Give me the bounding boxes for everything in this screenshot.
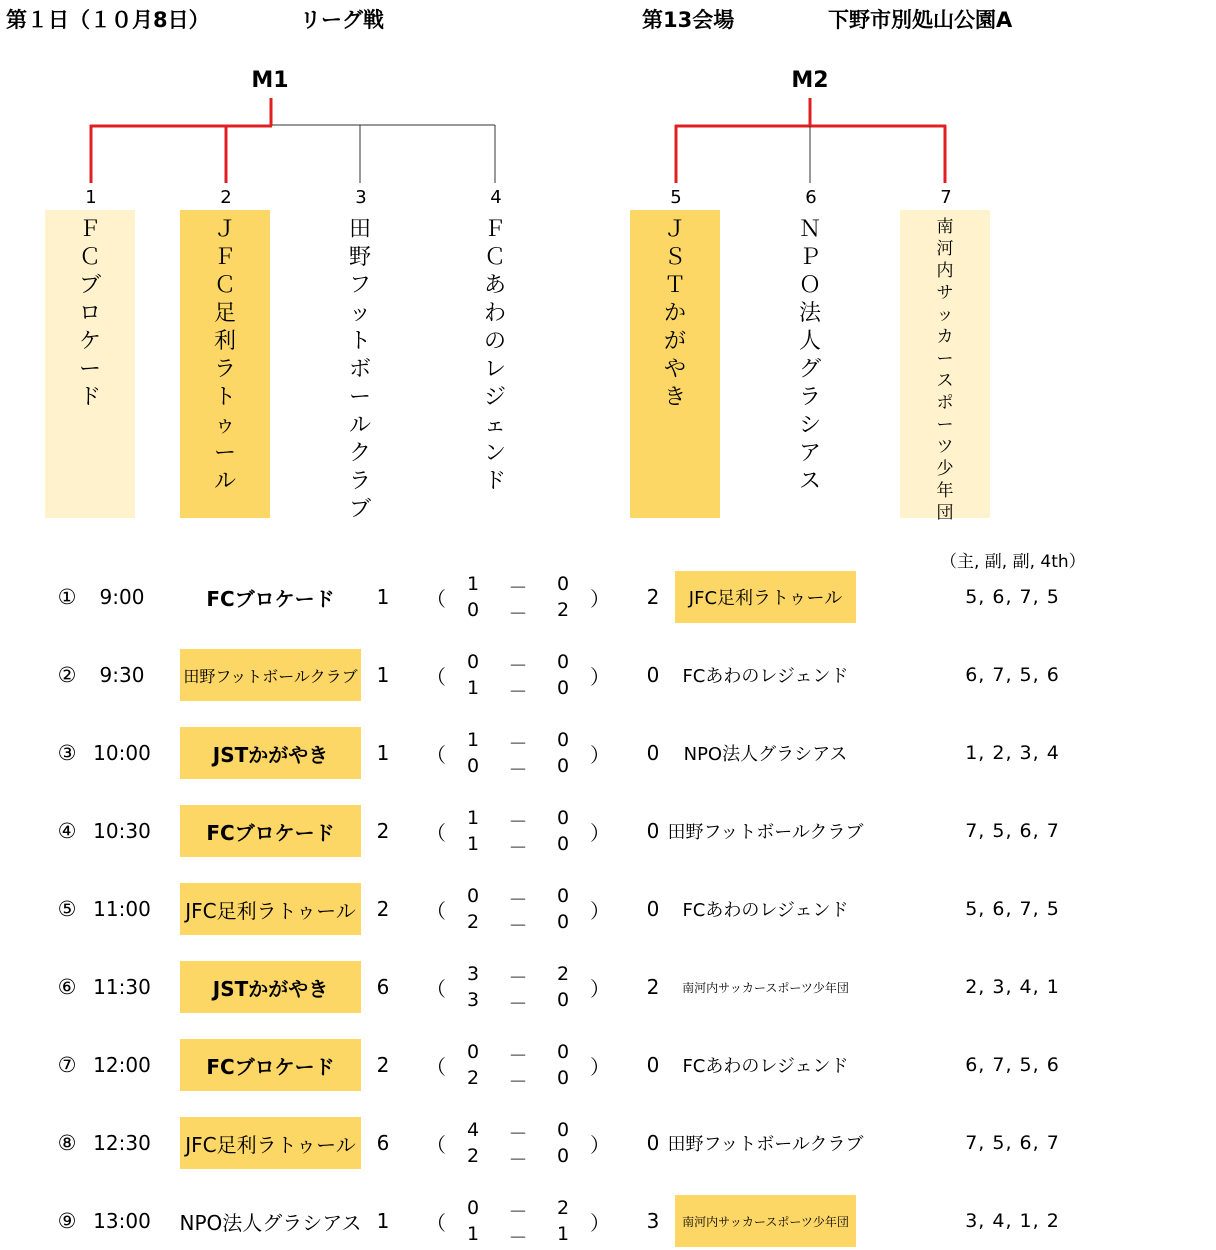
paren-close: ）	[590, 1210, 610, 1235]
referees: 1, 2, 3, 4	[965, 742, 1060, 764]
first-half-home: 1	[466, 729, 480, 751]
dash: －	[508, 1123, 528, 1145]
venue-number: 第13会場	[642, 8, 735, 32]
first-half-home: 3	[466, 963, 480, 985]
team-number: 2	[220, 187, 232, 208]
second-half-home: 2	[466, 1145, 480, 1167]
second-half-away: 0	[556, 677, 570, 699]
team-name-char: フ	[348, 273, 371, 298]
dash: －	[508, 603, 528, 625]
match-row	[0, 883, 1216, 935]
away-score: 0	[646, 741, 660, 765]
home-team: JSTかがやき	[180, 727, 361, 779]
team-name-char: Ｆ	[213, 245, 236, 270]
team-name-char: の	[483, 329, 506, 354]
paren-close: ）	[590, 742, 610, 767]
team-box-2	[180, 210, 270, 518]
second-half-away: 0	[556, 1067, 570, 1089]
first-half-away: 0	[556, 885, 570, 907]
paren-open: （	[426, 820, 446, 845]
paren-open: （	[426, 742, 446, 767]
match-number: ⑤	[57, 897, 77, 921]
away-team: JFC足利ラトゥール	[675, 571, 856, 623]
team-name-char: 野	[348, 245, 371, 270]
away-score: 0	[646, 1053, 660, 1077]
paren-close: ）	[590, 1132, 610, 1157]
dash: －	[508, 733, 528, 755]
dash: －	[508, 1045, 528, 1067]
team-name-char: Ｏ	[798, 273, 821, 298]
team-name-char: ー	[348, 385, 371, 410]
second-half-home: 0	[466, 599, 480, 621]
first-half-away: 2	[556, 963, 570, 985]
team-name-char: 利	[213, 329, 236, 354]
team-name-char: ル	[348, 413, 371, 438]
team-name-char: ラ	[213, 357, 236, 382]
team-name-char: 田	[348, 217, 371, 242]
team-number: 3	[355, 187, 367, 208]
dash: －	[508, 1227, 528, 1249]
second-half-home: 1	[466, 1223, 480, 1245]
first-half-home: 4	[466, 1119, 480, 1141]
home-score: 6	[376, 1131, 390, 1155]
match-number: ②	[57, 663, 77, 687]
paren-open: （	[426, 586, 446, 611]
dash: －	[508, 993, 528, 1015]
team-name-char: Ｐ	[798, 245, 821, 270]
away-team: NPO法人グラシアス	[683, 744, 848, 765]
day-title: 第１日（１０月8日）	[6, 8, 210, 32]
match-number: ③	[57, 741, 77, 765]
team-name-char: ブ	[78, 273, 101, 298]
home-team: NPO法人グラシアス	[179, 1210, 362, 1235]
team-name-char: Ｃ	[78, 245, 101, 270]
match-time: 13:00	[93, 1209, 151, 1233]
paren-close: ）	[590, 976, 610, 1001]
team-name-char: ボ	[348, 357, 371, 382]
first-half-home: 1	[466, 807, 480, 829]
first-half-away: 0	[556, 807, 570, 829]
team-name-char: レ	[483, 357, 506, 382]
match-row	[0, 805, 1216, 857]
home-team: FCブロケード	[206, 586, 335, 611]
first-half-home: 0	[466, 885, 480, 907]
referees: 7, 5, 6, 7	[965, 820, 1060, 842]
dash: －	[508, 681, 528, 703]
team-name-char: ジ	[483, 385, 506, 410]
dash: －	[508, 811, 528, 833]
away-score: 0	[646, 897, 660, 921]
paren-open: （	[426, 976, 446, 1001]
away-score: 0	[646, 1131, 660, 1155]
team-name-char: 人	[798, 329, 821, 354]
match-row	[0, 1117, 1216, 1169]
paren-open: （	[426, 1210, 446, 1235]
second-half-home: 2	[466, 911, 480, 933]
home-score: 1	[376, 1209, 390, 1233]
team-number: 5	[670, 187, 682, 208]
second-half-home: 2	[466, 1067, 480, 1089]
team-name-char: あ	[483, 273, 506, 298]
match-time: 10:00	[93, 741, 151, 765]
away-score: 3	[646, 1209, 660, 1233]
home-team: 田野フットボールクラブ	[180, 649, 361, 701]
second-half-home: 0	[466, 755, 480, 777]
team-name-char: ア	[798, 441, 821, 466]
team-number: 6	[805, 187, 817, 208]
dash: －	[508, 889, 528, 911]
team-name-char: Ｆ	[483, 217, 506, 242]
home-score: 2	[376, 819, 390, 843]
referees: 3, 4, 1, 2	[965, 1210, 1060, 1232]
away-score: 0	[646, 819, 660, 843]
paren-open: （	[426, 664, 446, 689]
first-half-away: 0	[556, 651, 570, 673]
away-team: 南河内サッカースポーツ少年団	[682, 980, 849, 995]
team-name-char: Ｆ	[78, 217, 101, 242]
team-name-char: ゥ	[213, 413, 236, 438]
dash: －	[508, 1071, 528, 1093]
group-label-m1: M1	[251, 68, 289, 93]
team-name-char: ト	[348, 329, 371, 354]
referees: 6, 7, 5, 6	[965, 664, 1060, 686]
paren-open: （	[426, 898, 446, 923]
dash: －	[508, 915, 528, 937]
referees: 5, 6, 7, 5	[965, 586, 1060, 608]
home-team: FCブロケード	[180, 805, 361, 857]
team-name-char: 法	[798, 301, 821, 326]
match-row	[0, 1195, 1216, 1247]
away-score: 0	[646, 663, 660, 687]
match-number: ⑧	[57, 1131, 77, 1155]
match-number: ⑥	[57, 975, 77, 999]
match-number: ⑨	[57, 1209, 77, 1233]
dash: －	[508, 655, 528, 677]
paren-open: （	[426, 1054, 446, 1079]
first-half-home: 0	[466, 651, 480, 673]
paren-close: ）	[590, 586, 610, 611]
home-team: JFC足利ラトゥール	[180, 883, 361, 935]
paren-close: ）	[590, 898, 610, 923]
team-name-char: Ｔ	[663, 273, 686, 298]
paren-close: ）	[590, 664, 610, 689]
team-name-char: 足	[213, 301, 236, 326]
dash: －	[508, 577, 528, 599]
home-score: 2	[376, 897, 390, 921]
team-name-char: ラ	[798, 385, 821, 410]
team-name-char: き	[663, 385, 686, 410]
away-team: 田野フットボールクラブ	[667, 1134, 864, 1155]
first-half-away: 0	[556, 729, 570, 751]
home-score: 2	[376, 1053, 390, 1077]
away-team: 田野フットボールクラブ	[667, 822, 864, 843]
match-row	[0, 727, 1216, 779]
second-half-away: 1	[556, 1223, 570, 1245]
team-name-char: シ	[798, 413, 821, 438]
match-time: 10:30	[93, 819, 151, 843]
match-time: 12:30	[93, 1131, 151, 1155]
bracket-lines	[0, 0, 1216, 200]
match-time: 11:00	[93, 897, 151, 921]
referee-header: （主, 副, 副, 4th）	[940, 552, 1086, 572]
away-team: FCあわのレジェンド	[682, 1056, 849, 1077]
away-team: FCあわのレジェンド	[682, 666, 849, 687]
match-row	[0, 1039, 1216, 1091]
team-name-char: ケ	[78, 329, 101, 354]
team-box-5	[630, 210, 720, 518]
team-number: 1	[85, 187, 97, 208]
first-half-home: 1	[466, 573, 480, 595]
venue-name: 下野市別処山公園A	[828, 8, 1013, 32]
team-name-char: ッ	[348, 301, 371, 326]
team-name-char: Ｎ	[798, 217, 821, 242]
team-name-char: 南	[936, 217, 954, 237]
team-box-7	[900, 210, 990, 523]
second-half-away: 0	[556, 911, 570, 933]
team-name-char: ブ	[348, 497, 371, 522]
team-number: 7	[940, 187, 952, 208]
team-name-char: ー	[213, 441, 236, 466]
first-half-home: 0	[466, 1041, 480, 1063]
team-name-char: Ｃ	[213, 273, 236, 298]
team-name-char: サ	[936, 283, 954, 303]
team-box-6	[765, 210, 855, 518]
dash: －	[508, 967, 528, 989]
team-name-char: ー	[78, 357, 101, 382]
away-score: 2	[646, 585, 660, 609]
first-half-away: 0	[556, 1119, 570, 1141]
referees: 6, 7, 5, 6	[965, 1054, 1060, 1076]
team-name-char: ラ	[348, 469, 371, 494]
team-name-char: 内	[936, 261, 954, 281]
home-score: 1	[376, 663, 390, 687]
team-name-char: や	[663, 357, 686, 382]
match-number: ⑦	[57, 1053, 77, 1077]
team-name-char: ス	[936, 371, 954, 391]
dash: －	[508, 759, 528, 781]
team-name-char: ポ	[936, 393, 954, 413]
team-name-char: ド	[78, 385, 101, 410]
match-time: 11:30	[93, 975, 151, 999]
team-name-char: ェ	[483, 413, 506, 438]
home-team: FCブロケード	[180, 1039, 361, 1091]
team-name-char: カ	[936, 327, 954, 347]
away-score: 2	[646, 975, 660, 999]
home-score: 1	[376, 741, 390, 765]
team-name-char: ト	[213, 385, 236, 410]
team-box-3	[315, 210, 405, 522]
second-half-away: 0	[556, 755, 570, 777]
team-name-char: 年	[936, 481, 954, 501]
team-name-char: 団	[936, 503, 954, 523]
team-name-char: ン	[483, 441, 506, 466]
second-half-home: 1	[466, 677, 480, 699]
dash: －	[508, 1149, 528, 1171]
team-name-char: Ｓ	[663, 245, 686, 270]
dash: －	[508, 1201, 528, 1223]
team-name-char: ロ	[78, 301, 101, 326]
away-team: FCあわのレジェンド	[682, 900, 849, 921]
home-team: JFC足利ラトゥール	[180, 1117, 361, 1169]
home-team: JSTかがやき	[180, 961, 361, 1013]
match-number: ①	[57, 585, 77, 609]
team-box-1	[45, 210, 135, 518]
match-number: ④	[57, 819, 77, 843]
first-half-away: 0	[556, 573, 570, 595]
team-name-char: か	[663, 301, 686, 326]
match-time: 9:00	[99, 585, 145, 609]
paren-close: ）	[590, 1054, 610, 1079]
second-half-away: 0	[556, 989, 570, 1011]
paren-open: （	[426, 1132, 446, 1157]
team-name-char: ー	[936, 349, 954, 369]
team-name-char: 河	[936, 239, 954, 259]
team-name-char: ス	[798, 469, 821, 494]
team-name-char: ツ	[936, 437, 954, 457]
match-time: 12:00	[93, 1053, 151, 1077]
dash: －	[508, 837, 528, 859]
first-half-away: 2	[556, 1197, 570, 1219]
referees: 7, 5, 6, 7	[965, 1132, 1060, 1154]
away-team: 南河内サッカースポーツ少年団	[675, 1195, 856, 1247]
group-label-m2: M2	[791, 68, 829, 93]
team-name-char: 少	[936, 459, 954, 479]
team-name-char: Ｃ	[483, 245, 506, 270]
team-name-char: ク	[348, 441, 371, 466]
home-score: 6	[376, 975, 390, 999]
first-half-away: 0	[556, 1041, 570, 1063]
match-row	[0, 571, 1216, 623]
team-name-char: ッ	[936, 305, 954, 325]
second-half-away: 0	[556, 833, 570, 855]
match-row	[0, 649, 1216, 701]
match-time: 9:30	[99, 663, 145, 687]
team-name-char: ー	[936, 415, 954, 435]
second-half-home: 1	[466, 833, 480, 855]
team-name-char: Ｊ	[663, 217, 686, 242]
second-half-away: 0	[556, 1145, 570, 1167]
second-half-home: 3	[466, 989, 480, 1011]
team-name-char: わ	[483, 301, 506, 326]
competition-type: リーグ戦	[300, 8, 384, 32]
home-score: 1	[376, 585, 390, 609]
paren-close: ）	[590, 820, 610, 845]
referees: 5, 6, 7, 5	[965, 898, 1060, 920]
second-half-away: 2	[556, 599, 570, 621]
first-half-home: 0	[466, 1197, 480, 1219]
team-name-char: ド	[483, 469, 506, 494]
team-number: 4	[490, 187, 502, 208]
referees: 2, 3, 4, 1	[965, 976, 1060, 998]
team-name-char: が	[663, 329, 686, 354]
team-name-char: ル	[213, 469, 236, 494]
team-name-char: Ｊ	[213, 217, 236, 242]
team-name-char: グ	[798, 357, 821, 382]
match-row	[0, 961, 1216, 1013]
team-box-4	[450, 210, 540, 518]
